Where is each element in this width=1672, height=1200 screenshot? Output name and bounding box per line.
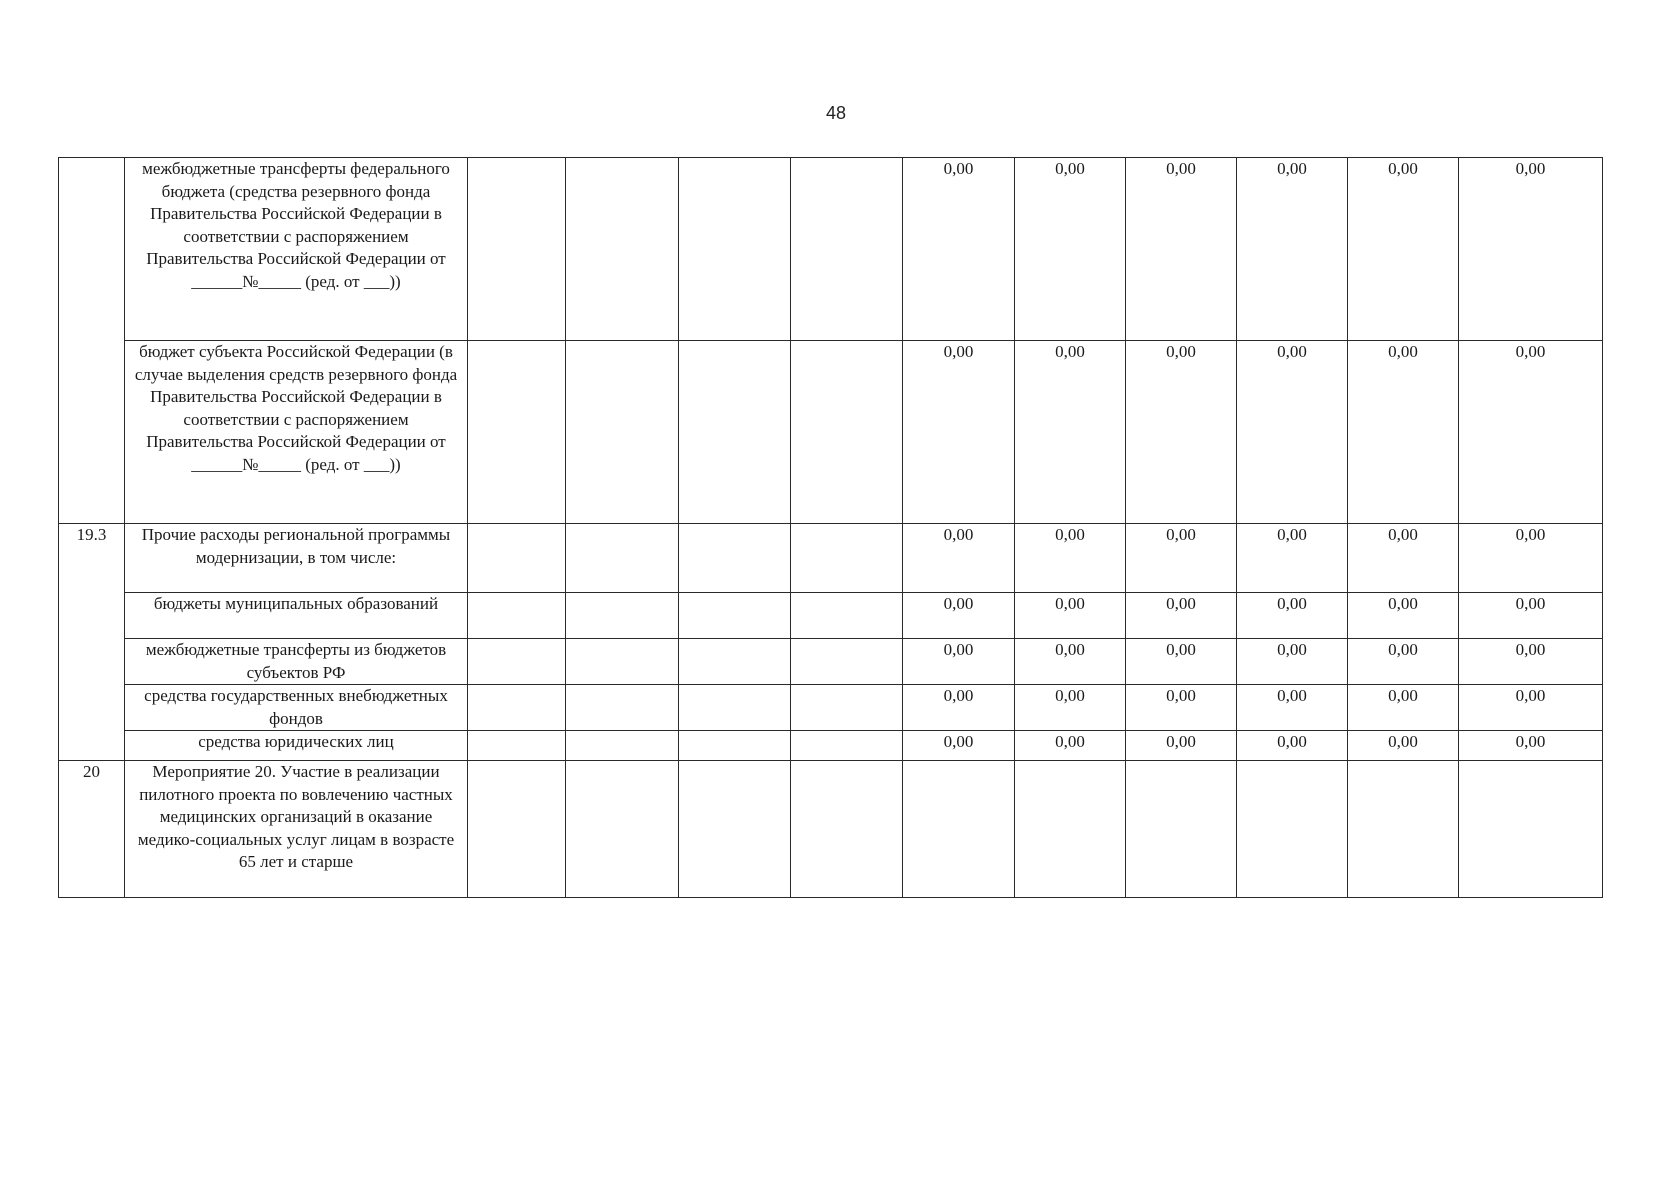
empty-cell [566,593,679,639]
empty-cell [679,731,791,761]
value-cell: 0,00 [1459,158,1603,341]
empty-cell [679,639,791,685]
value-cell: 0,00 [903,685,1015,731]
empty-cell [566,639,679,685]
value-cell: 0,00 [1459,639,1603,685]
empty-cell [679,593,791,639]
value-cell: 0,00 [1015,158,1126,341]
empty-cell [791,731,903,761]
value-cell: 0,00 [1237,685,1348,731]
value-cell: 0,00 [1459,685,1603,731]
value-cell [1015,761,1126,898]
value-cell [1459,761,1603,898]
table-row [59,731,1603,761]
value-cell: 0,00 [903,593,1015,639]
value-cell: 0,00 [1237,731,1348,761]
row-description: межбюджетные трансферты из бюджетов субъектов РФ [125,639,468,685]
empty-cell [791,158,903,341]
value-cell [1126,761,1237,898]
table-row [59,593,1603,639]
value-cell: 0,00 [1237,158,1348,341]
empty-cell [679,341,791,524]
value-cell: 0,00 [1459,593,1603,639]
empty-cell [679,685,791,731]
row-description: средства государственных внебюджетных фондов [125,685,468,731]
table-row [59,761,1603,898]
empty-cell [791,593,903,639]
table-row [59,158,1603,341]
table-row [59,685,1603,731]
value-cell: 0,00 [1126,341,1237,524]
empty-cell [468,158,566,341]
value-cell: 0,00 [1015,341,1126,524]
row-number-cell: 19.3 [59,524,125,761]
value-cell [1348,761,1459,898]
empty-cell [566,524,679,593]
empty-cell [468,731,566,761]
empty-cell [566,761,679,898]
value-cell: 0,00 [1237,341,1348,524]
value-cell: 0,00 [1348,524,1459,593]
value-cell: 0,00 [1348,593,1459,639]
value-cell: 0,00 [1015,639,1126,685]
row-number-cell [59,158,125,524]
empty-cell [679,158,791,341]
row-description: средства юридических лиц [125,731,468,761]
empty-cell [566,158,679,341]
empty-cell [468,524,566,593]
value-cell [903,761,1015,898]
value-cell: 0,00 [1237,524,1348,593]
empty-cell [566,685,679,731]
value-cell: 0,00 [903,639,1015,685]
value-cell: 0,00 [1459,524,1603,593]
value-cell: 0,00 [1348,685,1459,731]
value-cell: 0,00 [1237,593,1348,639]
value-cell: 0,00 [1126,639,1237,685]
value-cell: 0,00 [1348,158,1459,341]
table-row [59,341,1603,524]
empty-cell [468,639,566,685]
value-cell: 0,00 [903,524,1015,593]
row-number-cell: 20 [59,761,125,898]
value-cell: 0,00 [903,341,1015,524]
value-cell: 0,00 [1126,685,1237,731]
value-cell: 0,00 [1126,158,1237,341]
empty-cell [791,685,903,731]
empty-cell [679,524,791,593]
empty-cell [468,341,566,524]
page-number: 48 [825,103,847,123]
budget-table [58,157,1603,898]
value-cell: 0,00 [1459,731,1603,761]
row-description: бюджеты муниципальных образований [125,593,468,639]
table-row [59,524,1603,593]
table-row [59,639,1603,685]
empty-cell [468,761,566,898]
row-description: Прочие расходы региональной программы модернизации, в том числе: [125,524,468,593]
value-cell: 0,00 [1348,341,1459,524]
value-cell: 0,00 [1015,593,1126,639]
empty-cell [791,341,903,524]
value-cell [1237,761,1348,898]
value-cell: 0,00 [1126,524,1237,593]
empty-cell [791,761,903,898]
row-description: Мероприятие 20. Участие в реализации пилотного проекта по вовлечению частных медицинских организаций в оказание медико-социальных услуг лицам в возрасте 65 лет и старше [125,761,468,898]
row-description: бюджет субъекта Российской Федерации (в случае выделения средств резервного фонда Правительства Российской Федерации в соответствии с распоряжением Правительства Российской Федерации от ______№_____ (ред. от ___)) [125,341,468,524]
empty-cell [791,639,903,685]
empty-cell [468,593,566,639]
value-cell: 0,00 [1348,639,1459,685]
empty-cell [566,731,679,761]
value-cell: 0,00 [1348,731,1459,761]
value-cell: 0,00 [1015,685,1126,731]
value-cell: 0,00 [1015,731,1126,761]
value-cell: 0,00 [1237,639,1348,685]
row-description: межбюджетные трансферты федерального бюджета (средства резервного фонда Правительства Российской Федерации в соответствии с распоряжением Правительства Российской Федерации от ______№_____ (ред. от ___)) [125,158,468,341]
value-cell: 0,00 [903,158,1015,341]
empty-cell [791,524,903,593]
value-cell: 0,00 [1015,524,1126,593]
value-cell: 0,00 [1459,341,1603,524]
value-cell: 0,00 [1126,593,1237,639]
value-cell: 0,00 [1126,731,1237,761]
empty-cell [468,685,566,731]
value-cell: 0,00 [903,731,1015,761]
empty-cell [566,341,679,524]
empty-cell [679,761,791,898]
